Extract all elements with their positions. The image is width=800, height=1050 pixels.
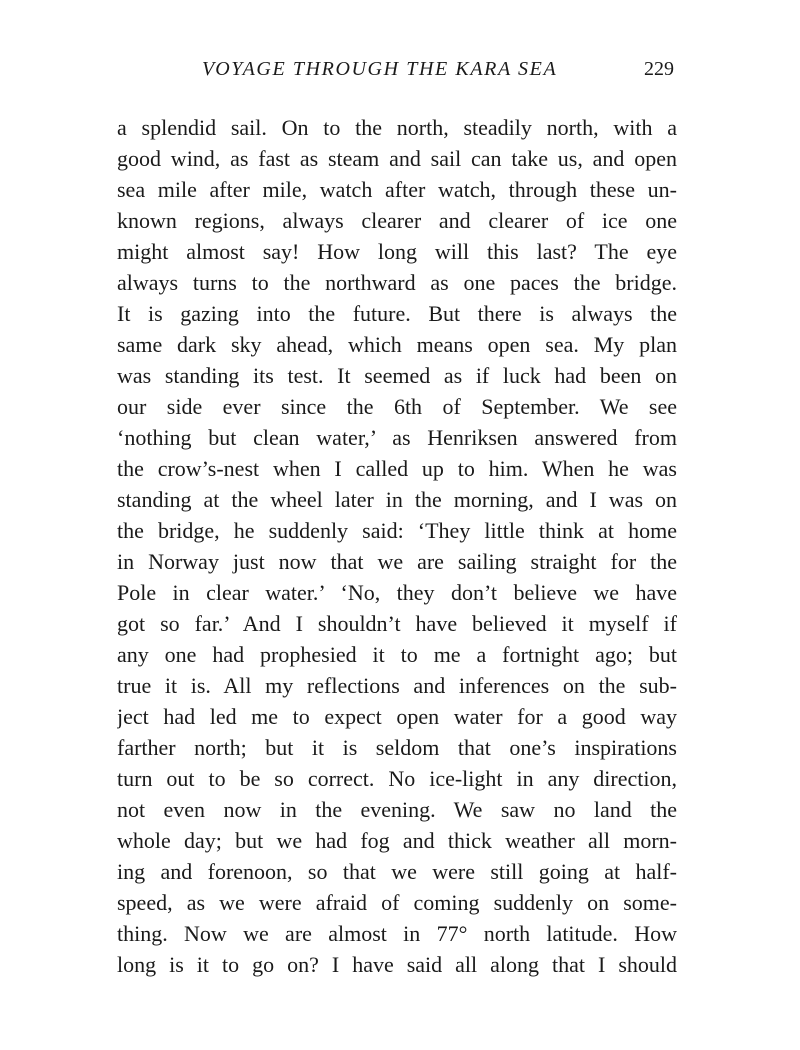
text-line: whole day; but we had fog and thick weather all morn- xyxy=(117,828,677,853)
text-line: the crow’s-nest when I called up to him. When he was xyxy=(117,456,677,481)
running-title: VOYAGE THROUGH THE KARA SEA xyxy=(202,58,558,80)
body-text xyxy=(117,112,677,980)
text-line: known regions, always clearer and clearer of ice one xyxy=(117,208,677,233)
text-line: turn out to be so correct. No ice-light in any direction, xyxy=(117,766,677,791)
page-number: 229 xyxy=(644,58,674,80)
text-line: thing. Now we are almost in 77° north latitude. How xyxy=(117,921,677,946)
text-line: ing and forenoon, so that we were still going at half- xyxy=(117,859,677,884)
text-line: true it is. All my reflections and inferences on the sub- xyxy=(117,673,677,698)
text-line: our side ever since the 6th of September. We see xyxy=(117,394,677,419)
text-line: any one had prophesied it to me a fortnight ago; but xyxy=(117,642,677,667)
text-line: good wind, as fast as steam and sail can take us, and open xyxy=(117,146,677,171)
text-line: farther north; but it is seldom that one’s inspirations xyxy=(117,735,677,760)
running-header xyxy=(118,58,674,88)
text-line: ject had led me to expect open water for a good way xyxy=(117,704,677,729)
text-line: same dark sky ahead, which means open sea. My plan xyxy=(117,332,677,357)
text-line: long is it to go on? I have said all along that I should xyxy=(117,952,677,977)
text-line: might almost say! How long will this last? The eye xyxy=(117,239,677,264)
text-line: Pole in clear water.’ ‘No, they don’t believe we have xyxy=(117,580,677,605)
text-line: in Norway just now that we are sailing straight for the xyxy=(117,549,677,574)
text-line: It is gazing into the future. But there is always the xyxy=(117,301,677,326)
text-line: got so far.’ And I shouldn’t have believed it myself if xyxy=(117,611,677,636)
text-line: standing at the wheel later in the morning, and I was on xyxy=(117,487,677,512)
text-line: not even now in the evening. We saw no land the xyxy=(117,797,677,822)
text-line: always turns to the northward as one paces the bridge. xyxy=(117,270,677,295)
text-line: speed, as we were afraid of coming suddenly on some- xyxy=(117,890,677,915)
text-line: a splendid sail. On to the north, steadily north, with a xyxy=(117,115,677,140)
text-line: was standing its test. It seemed as if luck had been on xyxy=(117,363,677,388)
text-line: the bridge, he suddenly said: ‘They little think at home xyxy=(117,518,677,543)
text-line: ‘nothing but clean water,’ as Henriksen answered from xyxy=(117,425,677,450)
text-line: sea mile after mile, watch after watch, through these un- xyxy=(117,177,677,202)
